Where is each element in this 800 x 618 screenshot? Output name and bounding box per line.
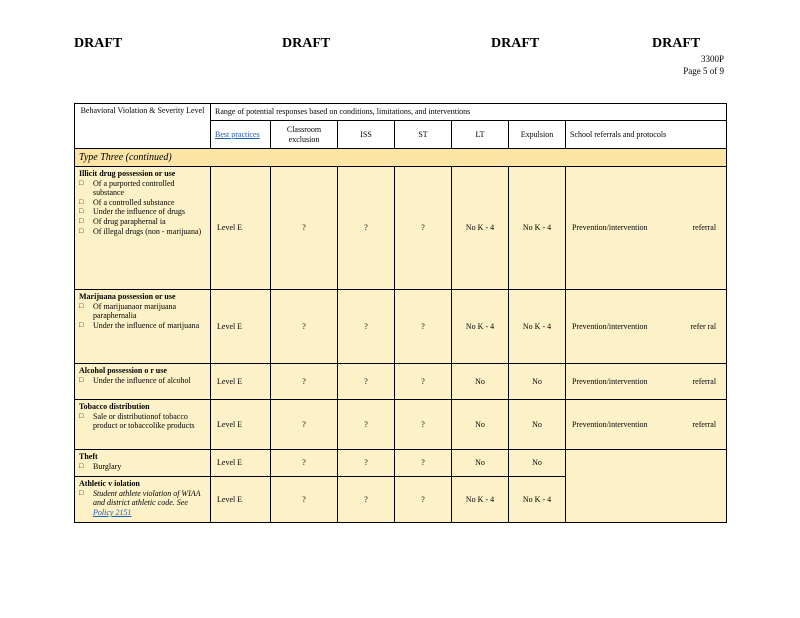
violation-title: Marijuana possession or use [79,292,176,301]
referral-cell [566,167,727,290]
col-lt: LT [452,121,509,149]
level-cell: Level E [211,364,271,400]
expulsion-cell: No [509,450,566,477]
violation-title: Alcohol possession o r use [79,366,167,375]
expulsion-cell: No [509,400,566,450]
referral-label: referral [692,376,717,386]
referral-type: Prevention/intervention [572,376,648,386]
lt-cell: No [452,400,509,450]
list-item: □ Of a purported controlled substance [79,179,206,198]
col-classroom-exclusion: Classroom exclusion [271,121,338,149]
level-cell: Level E [211,290,271,364]
violation-alcohol [75,364,211,400]
page-number: Page 5 of 9 [683,66,724,76]
draft-watermark-2: DRAFT [282,36,331,51]
iss-cell: ? [338,364,395,400]
classroom-cell: ? [271,290,338,364]
lt-cell: No [452,450,509,477]
list-item: □ Under the influence of alcohol [79,376,206,386]
referral-cell [566,400,727,450]
lt-cell: No K - 4 [452,477,509,523]
iss-cell: ? [338,400,395,450]
expulsion-cell: No K - 4 [509,167,566,290]
iss-cell: ? [338,450,395,477]
level-cell: Level E [211,450,271,477]
referral-type: Prevention/intervention [572,321,648,331]
best-practices-link[interactable]: Best practices [215,129,260,139]
level-cell: Level E [211,477,271,523]
classroom-cell: ? [271,400,338,450]
list-item: □ Of a controlled substance [79,198,206,208]
violation-title: Theft [79,452,98,461]
st-cell: ? [395,290,452,364]
referral-label: refer ral [690,321,717,331]
athletic-description: Student athlete violation of WIAA and district athletic code. See [93,488,201,508]
st-cell: ? [395,450,452,477]
col-iss: ISS [338,121,395,149]
referral-type: Prevention/intervention [572,223,648,233]
referral-cell [566,290,727,364]
discipline-table [74,103,727,523]
col-st: ST [395,121,452,149]
list-item: □ Sale or distributionof tobacco product or tobaccolike products [79,412,206,431]
level-cell: Level E [211,167,271,290]
violation-athletic [75,477,211,523]
referral-label: referral [692,419,717,429]
expulsion-cell: No [509,364,566,400]
policy-link[interactable]: Policy 2151 [93,507,132,517]
st-cell: ? [395,364,452,400]
referral-label: referral [692,223,717,233]
col-school-referrals: School referrals and protocols [566,121,727,149]
level-cell: Level E [211,400,271,450]
list-item: □ Of drug paraphernal ia [79,217,206,227]
classroom-cell: ? [271,167,338,290]
header-range-responses: Range of potential responses based on conditions, limitations, and interventions [211,104,727,121]
list-item: □ Of illegal drugs (non - marijuana) [79,227,206,237]
type-label: Type Three (continued) [75,149,727,167]
header-behavioral-violation: Behavioral Violation & Severity Level [75,104,211,149]
iss-cell: ? [338,167,395,290]
classroom-cell: ? [271,364,338,400]
violation-title: Athletic v iolation [79,479,140,488]
expulsion-cell: No K - 4 [509,290,566,364]
list-item: □ Under the influence of marijuana [79,321,206,331]
draft-watermark-4: DRAFT [652,36,701,51]
iss-cell: ? [338,290,395,364]
draft-watermark-3: DRAFT [491,36,540,51]
list-item [79,489,206,518]
violation-illicit-drug [75,167,211,290]
lt-cell: No K - 4 [452,167,509,290]
referral-type: Prevention/intervention [572,419,648,429]
classroom-cell: ? [271,477,338,523]
violation-theft [75,450,211,477]
list-item: □ Under the influence of drugs [79,207,206,217]
st-cell: ? [395,477,452,523]
violation-tobacco [75,400,211,450]
classroom-cell: ? [271,450,338,477]
list-item: □ Of marijuanaor marijuana paraphernalia [79,302,206,321]
referral-cell [566,364,727,400]
lt-cell: No K - 4 [452,290,509,364]
list-item: □ Burglary [79,462,206,472]
st-cell: ? [395,167,452,290]
expulsion-cell: No K - 4 [509,477,566,523]
iss-cell: ? [338,477,395,523]
violation-marijuana [75,290,211,364]
referral-cell-empty [566,450,727,523]
draft-watermark-1: DRAFT [74,36,123,51]
lt-cell: No [452,364,509,400]
document-number: 3300P [700,54,724,64]
violation-title: Illicit drug possession or use [79,169,176,178]
col-expulsion: Expulsion [509,121,566,149]
st-cell: ? [395,400,452,450]
violation-title: Tobacco distribution [79,402,150,411]
